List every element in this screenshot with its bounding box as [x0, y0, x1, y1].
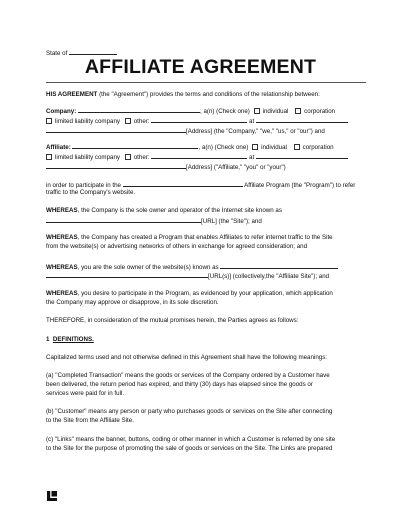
- whereas-2-lead: WHEREAS: [46, 234, 78, 241]
- section-1-title: DEFINITIONS.: [52, 336, 94, 343]
- affiliate-other-field[interactable]: [151, 152, 247, 159]
- def-c-line-2: to the Site for the purpose of promoting the sale of goods or services on the Site. The Links are prepared: [46, 445, 333, 452]
- def-b-line-1: (b) "Customer" means any person or party who purchases goods or services on the Site after connecting: [46, 408, 333, 415]
- company-individual-checkbox[interactable]: [254, 108, 260, 114]
- affiliate-at-field[interactable]: [256, 152, 348, 159]
- affiliate-address-field[interactable]: [46, 162, 186, 169]
- intro-line: [46, 91, 320, 99]
- therefore-line: THEREFORE, in consideration of the mutual promises herein, the Parties agrees as follows:: [46, 317, 299, 324]
- company-label: Company:: [46, 108, 77, 115]
- company-corporation-checkbox[interactable]: [295, 108, 301, 114]
- affiliate-line-1: [46, 142, 334, 152]
- affiliate-individual-checkbox[interactable]: [252, 144, 258, 150]
- def-c-line-1: (c) "Links" means the banner, buttons, coding or other manner in which a Customer is referred by one site: [46, 436, 336, 443]
- affiliate-other-checkbox[interactable]: [125, 154, 131, 160]
- company-other-field[interactable]: [151, 116, 247, 123]
- whereas-1-line-2: [46, 216, 262, 226]
- whereas-3-lead: WHEREAS: [46, 264, 78, 271]
- whereas-2-line-2: from the website(s) or advertising networks of others in exchange for agreed consideration; and: [46, 243, 308, 250]
- company-individual-label: individual: [262, 108, 289, 115]
- participate-line-2: traffic to the Company's website.: [46, 189, 136, 196]
- company-address-field[interactable]: [46, 126, 186, 133]
- def-a-line-1: (a) "Completed Transaction" means the goods or services of the Company ordered by a Customer have: [46, 372, 330, 379]
- affiliate-line-3: [46, 162, 286, 172]
- def-b-line-2: to the Site from the Affiliate Site.: [46, 417, 134, 424]
- affiliate-line-2: [46, 152, 348, 162]
- company-check-one: , a(n) (Check one): [200, 108, 250, 115]
- site-url-field[interactable]: [46, 216, 201, 223]
- company-other-checkbox[interactable]: [125, 118, 131, 124]
- company-address-label: [Address] (the "Company," "we," "us," or "our") and: [186, 128, 325, 135]
- company-corporation-label: corporation: [304, 108, 336, 115]
- participate-text-2: Affiliate Program (the "Program") to refer: [244, 182, 356, 189]
- affiliate-llc-checkbox[interactable]: [46, 154, 52, 160]
- whereas-3-text-2: [URL(s)] (collectively,the "Affiliate Site"); and: [208, 273, 330, 280]
- affiliate-check-one: , a(n) (Check one): [198, 144, 249, 151]
- company-line-3: [46, 126, 325, 136]
- state-field[interactable]: [69, 48, 117, 55]
- affiliate-corporation-checkbox[interactable]: [294, 144, 300, 150]
- affiliate-individual-label: individual: [261, 144, 287, 151]
- whereas-4-lead: WHEREAS: [46, 290, 78, 297]
- whereas-1-text: , the Company is the sole owner and operator of the Internet site known as: [77, 207, 282, 214]
- title-divider: [46, 82, 366, 83]
- company-name-field[interactable]: [78, 106, 200, 113]
- whereas-1-text-2: [URL] (the "Site"); and: [201, 218, 262, 225]
- company-line-2: [46, 116, 348, 126]
- company-at: at: [249, 118, 255, 125]
- affiliate-name-field[interactable]: [72, 142, 198, 149]
- company-at-field[interactable]: [256, 116, 348, 123]
- state-label: State of: [46, 50, 68, 57]
- whereas-4-line-1: [46, 290, 333, 298]
- affiliate-at: at: [249, 154, 255, 161]
- affiliate-other-label: other:: [133, 154, 150, 161]
- company-line-1: [46, 106, 335, 116]
- intro-rest: (the "Agreement") provides the terms and conditions of the relationship between:: [97, 91, 320, 98]
- company-llc-label: limited liability company: [55, 118, 120, 125]
- affiliate-label: Affiliate:: [46, 144, 71, 151]
- whereas-4-text: , you desire to participate in the Program, as evidenced by your application, which application: [77, 290, 333, 297]
- affiliate-llc-label: limited liability company: [55, 154, 120, 161]
- whereas-2-text: , the Company has created a Program that enables Affiliates to refer internet traffic to the Site: [77, 234, 333, 241]
- company-other-label: other:: [133, 118, 150, 125]
- whereas-2-line-1: [46, 234, 333, 242]
- intro-lead: HIS AGREEMENT: [46, 91, 98, 98]
- whereas-3-line-2: [46, 271, 329, 281]
- whereas-4-line-2: the Company may approve or disapprove, in its sole discretion.: [46, 299, 219, 306]
- whereas-1-line-1: [46, 207, 282, 215]
- whereas-1-lead: WHEREAS: [46, 207, 78, 214]
- affiliate-site-field-2[interactable]: [46, 271, 208, 278]
- program-name-field[interactable]: [123, 180, 243, 187]
- document-title: AFFILIATE AGREEMENT: [84, 56, 317, 78]
- whereas-3-text: , you are the sole owner of the website(s) known as: [77, 264, 219, 271]
- section-1-number: 1: [46, 336, 50, 343]
- participate-text-1: in order to participate in the: [46, 182, 121, 189]
- def-a-line-2: been delivered, the return period has expired, and thirty (30) days has elapsed since the goods or: [46, 381, 313, 388]
- company-llc-checkbox[interactable]: [46, 118, 52, 124]
- section-1-heading: [46, 336, 94, 344]
- affiliate-site-field-1[interactable]: [220, 262, 338, 269]
- affiliate-corporation-label: corporation: [302, 144, 334, 151]
- brand-logo-icon: [46, 490, 58, 502]
- affiliate-address-label: [Address] ("Affiliate," "you" or "your"): [186, 164, 286, 171]
- capitalized-line: Capitalized terms used and not otherwise defined in this Agreement shall have the following meanings:: [46, 354, 328, 361]
- def-a-line-3: services were paid for in full.: [46, 390, 125, 397]
